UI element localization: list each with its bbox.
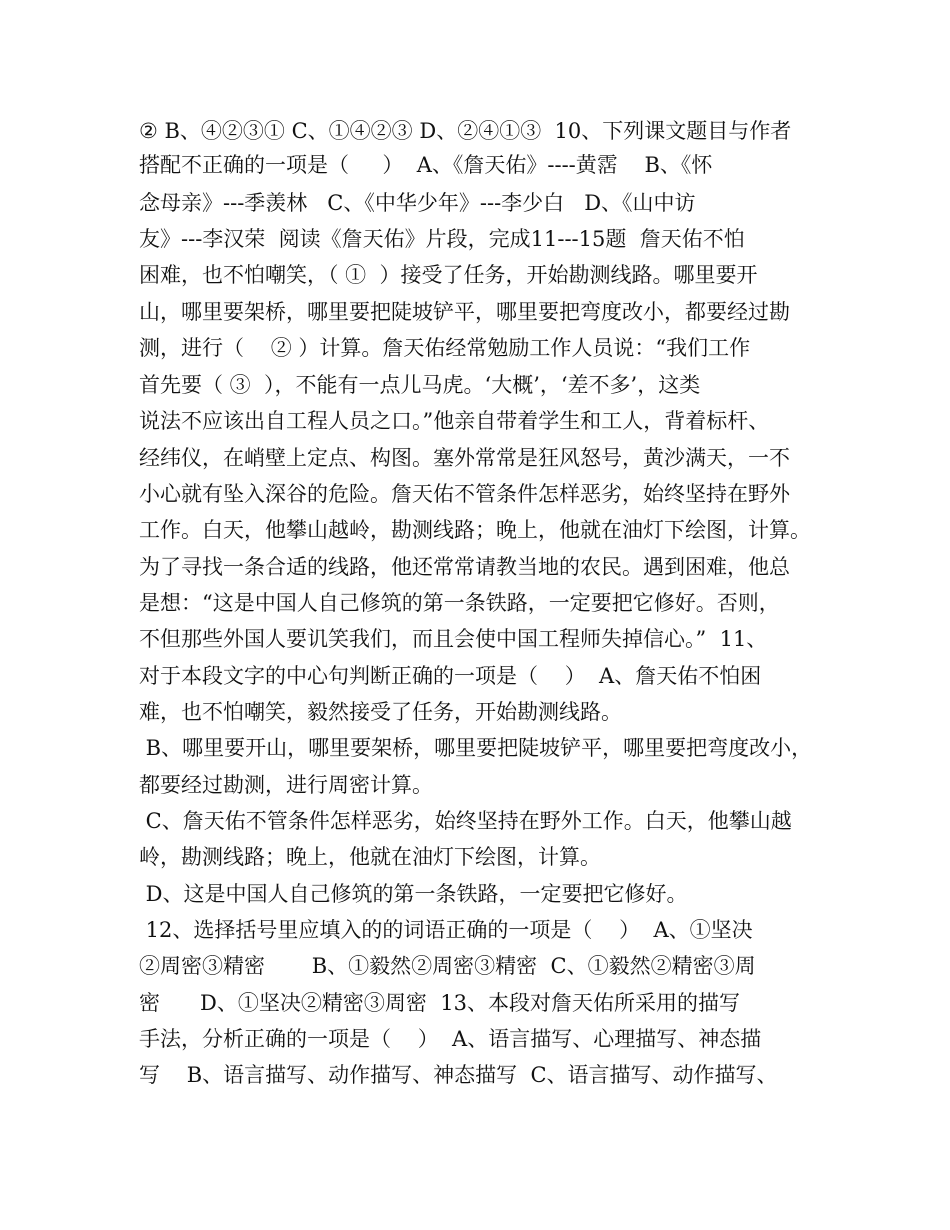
text-line: 都要经过勘测，进行周密计算。 — [139, 773, 433, 797]
text-line: 不但那些外国人要讥笑我们，而且会使中国工程师失掉信心。” 11、 — [139, 627, 768, 651]
text-line: 说法不应该出自工程人员之口。”他亲自带着学生和工人，背着标杆、 — [139, 409, 770, 433]
text-line: 首先要（ ③ ），不能有一点儿马虎。‘大概’，‘差不多’，这类 — [139, 373, 701, 397]
text-line: 经纬仪，在峭壁上定点、构图。塞外常常是狂风怒号，黄沙满天，一不 — [139, 446, 790, 470]
text-line: 难，也不怕嘲笑，毅然接受了任务，开始勘测线路。 — [139, 700, 622, 724]
text-line: B、哪里要开山，哪里要架桥，哪里要把陡坡铲平，哪里要把弯度改小， — [139, 736, 813, 760]
text-line: 工作。白天，他攀山越岭，勘测线路；晚上，他就在油灯下绘图，计算。 — [139, 518, 811, 542]
text-line: 手法，分析正确的一项是（ ） A、语言描写、心理描写、神态描 — [139, 1027, 762, 1051]
text-line: ②周密③精密 B、①毅然②周密③精密 C、①毅然②精密③周 — [139, 954, 756, 978]
text-line: 12、选择括号里应填入的的词语正确的一项是（ ） A、①坚决 — [139, 918, 753, 942]
text-line: 为了寻找一条合适的线路，他还常常请教当地的农民。遇到困难，他总 — [139, 555, 790, 579]
text-line: 写 B、语言描写、动作描写、神态描写 C、语言描写、动作描写、 — [139, 1063, 778, 1087]
text-line: 对于本段文字的中心句判断正确的一项是（ ） A、詹天佑不怕困 — [139, 664, 762, 688]
text-line: 困难，也不怕嘲笑，（ ① ）接受了任务，开始勘测线路。哪里要开 — [139, 263, 758, 287]
text-line: 念母亲》---季羡林 C、《中华少年》---李少白 D、《山中访 — [139, 191, 696, 215]
text-line: D、这是中国人自己修筑的第一条铁路，一定要把它修好。 — [139, 882, 688, 906]
text-line: C、詹天佑不管条件怎样恶劣，始终坚持在野外工作。白天，他攀山越 — [139, 809, 792, 833]
text-line: 山，哪里要架桥，哪里要把陡坡铲平，哪里要把弯度改小，都要经过勘 — [139, 300, 790, 324]
text-line: 小心就有坠入深谷的危险。詹天佑不管条件怎样恶劣，始终坚持在野外 — [139, 482, 790, 506]
text-line: 搭配不正确的一项是（ ） A、《詹天佑》----黄霑 B、《怀 — [139, 153, 713, 177]
text-line: 岭，勘测线路；晚上，他就在油灯下绘图，计算。 — [139, 845, 601, 869]
text-line: 测，进行（ ② ）计算。詹天佑经常勉励工作人员说：“我们工作 — [139, 336, 751, 360]
text-line: 是想：“这是中国人自己修筑的第一条铁路，一定要把它修好。否则， — [139, 591, 780, 615]
text-line: 密 D、①坚决②精密③周密 13、本段对詹天佑所采用的描写 — [139, 991, 740, 1015]
text-line: 友》---李汉荣 阅读《詹天佑》片段，完成11---15题 詹天佑不怕 — [139, 227, 745, 251]
text-line: ② B、④②③① C、①④②③ D、②④①③ 10、下列课文题目与作者 — [139, 119, 792, 143]
